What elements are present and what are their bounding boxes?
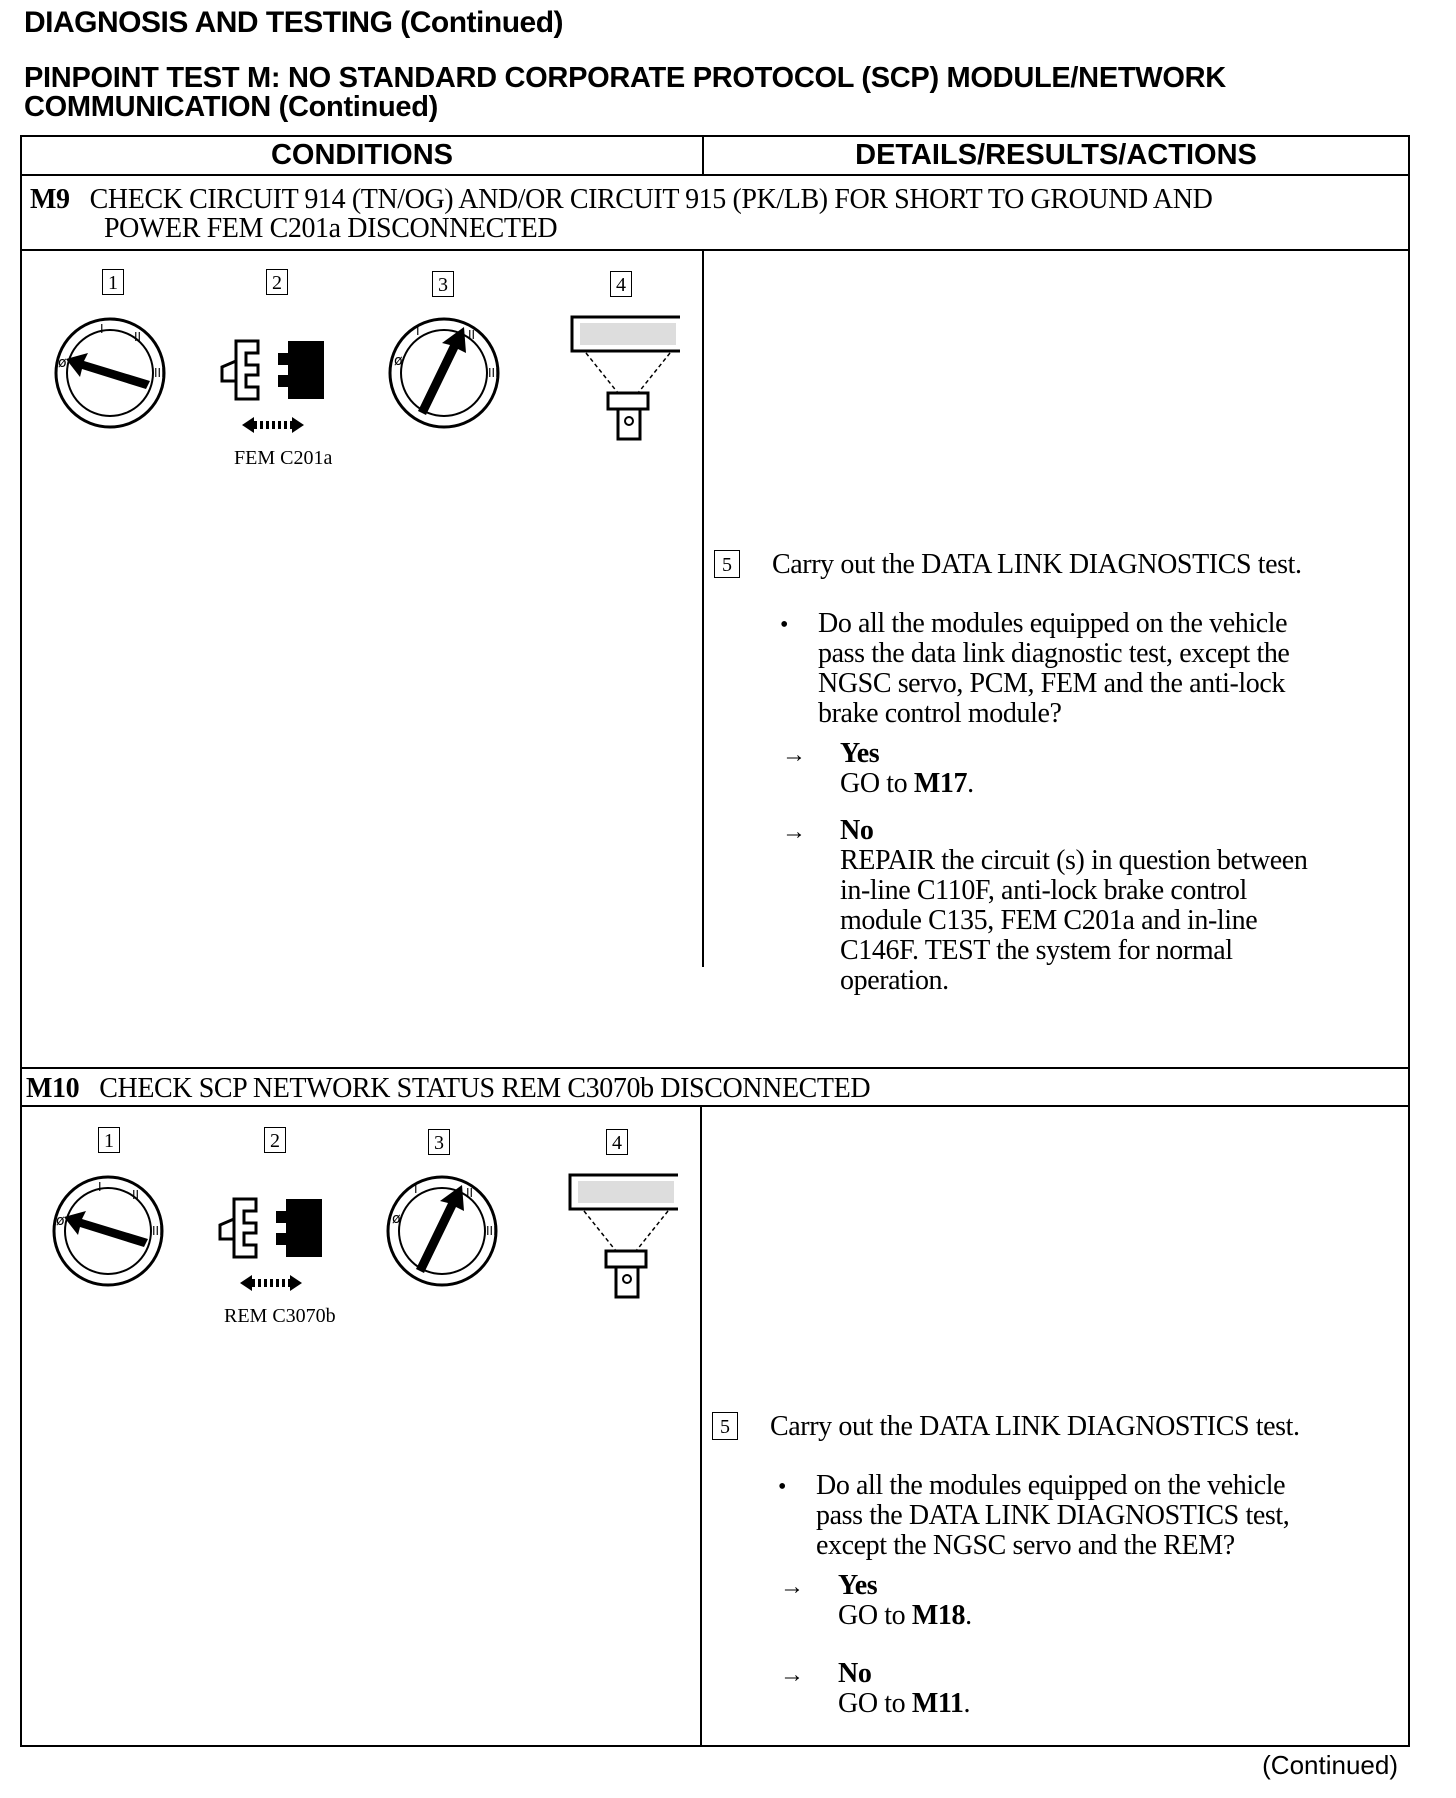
svg-text:II: II — [134, 330, 142, 344]
step-m10-figure — [38, 1127, 678, 1327]
step-m9-action: Carry out the DATA LINK DIAGNOSTICS test. — [772, 549, 1302, 580]
step-m9-figure-num-2: 2 — [266, 269, 288, 295]
step-m9-question-line3: NGSC servo, PCM, FEM and the anti-lock — [818, 668, 1286, 699]
ignition-off-icon — [54, 1177, 163, 1285]
page-title: DIAGNOSIS AND TESTING (Continued) — [24, 6, 564, 39]
step-m10-connector-label: REM C3070b — [224, 1305, 336, 1327]
connector-disconnect-icon — [222, 341, 324, 433]
step-m9-no-line5: operation. — [840, 965, 949, 996]
svg-text:III: III — [154, 366, 165, 380]
step-m10-yes-result: Yes GO to M18. — [838, 1570, 972, 1631]
step-m9-yes-result: Yes GO to M17. — [840, 738, 974, 799]
connector-disconnect-icon — [220, 1199, 322, 1291]
step-m10-question-line1: Do all the modules equipped on the vehicle — [816, 1470, 1286, 1501]
ignition-run-icon — [390, 319, 499, 427]
svg-text:I: I — [414, 1182, 418, 1196]
svg-text:ø: ø — [394, 353, 403, 369]
col-header-details: DETAILS/RESULTS/ACTIONS — [855, 139, 1257, 171]
ignition-run-icon — [388, 1177, 497, 1285]
step-m9-question-line1: Do all the modules equipped on the vehicle — [818, 608, 1288, 639]
step-m10-title — [26, 1074, 870, 1103]
step-m9-yes-prefix: GO to — [840, 768, 908, 799]
step-m10-yes-arrow-icon: → — [780, 1574, 804, 1600]
step-m10-action: Carry out the DATA LINK DIAGNOSTICS test. — [770, 1411, 1300, 1442]
row-divider — [22, 1105, 1408, 1107]
step-m9-no-label: No — [840, 815, 874, 846]
svg-text:I: I — [100, 322, 104, 336]
step-m10-action-number: 5 — [712, 1412, 738, 1440]
step-m9-figure-art — [40, 269, 680, 469]
step-m9-figure — [40, 269, 680, 469]
row-divider — [22, 1067, 1408, 1069]
step-m9-id: M9 — [30, 184, 70, 215]
step-m10-figure-num-3: 3 — [428, 1129, 450, 1155]
row-divider — [22, 249, 1408, 251]
section-title-line2: COMMUNICATION (Continued) — [24, 91, 438, 123]
step-m10-question-line3: except the NGSC servo and the REM? — [816, 1530, 1235, 1561]
step-m9-yes-target: M17 — [913, 768, 968, 799]
step-m10-no-result: No GO to M11. — [838, 1658, 971, 1719]
svg-text:II: II — [468, 328, 476, 342]
ignition-off-icon — [56, 319, 165, 427]
step-m9-question — [818, 609, 1289, 729]
svg-text:II: II — [466, 1186, 474, 1200]
svg-text:III: III — [488, 366, 499, 380]
step-m9-figure-num-3: 3 — [432, 271, 454, 297]
step-m9-no-line2: in-line C110F, anti-lock brake control — [840, 875, 1247, 906]
step-m10-no-target: M11 — [911, 1688, 964, 1719]
step-m9-question-bullet: • — [780, 612, 789, 638]
section-title — [24, 64, 1226, 122]
step-m10-no-prefix: GO to — [838, 1688, 906, 1719]
step-m10-question — [816, 1471, 1289, 1561]
svg-text:ø: ø — [392, 1211, 401, 1227]
svg-text:ø: ø — [56, 1213, 65, 1229]
step-m9-figure-num-4: 4 — [610, 271, 632, 297]
step-m9-no-result — [840, 816, 1307, 996]
step-m9-title-line2: POWER FEM C201a DISCONNECTED — [104, 213, 558, 244]
scan-tool-icon — [570, 1175, 678, 1297]
svg-text:III: III — [486, 1224, 497, 1238]
step-m9-question-line4: brake control module? — [818, 698, 1062, 729]
step-m10-figure-num-4: 4 — [606, 1129, 628, 1155]
pinpoint-table — [20, 135, 1410, 1747]
step-m9-action-number: 5 — [714, 550, 740, 578]
step-m10-question-bullet: • — [778, 1474, 787, 1500]
step-m10-no-label: No — [838, 1658, 872, 1689]
step-m9-title — [30, 185, 1212, 243]
svg-text:ø: ø — [58, 355, 67, 371]
step-m9-no-line1: REPAIR the circuit (s) in question between — [840, 845, 1308, 876]
step-m9-yes-label: Yes — [840, 738, 880, 769]
step-m9-no-arrow-icon: → — [782, 819, 806, 845]
section-title-line1: PINPOINT TEST M: NO STANDARD CORPORATE PROTOCOL (SCP) MODULE/NETWORK — [24, 62, 1226, 94]
col-header-conditions: CONDITIONS — [270, 139, 454, 171]
step-m9-no-line4: C146F. TEST the system for normal — [840, 935, 1233, 966]
step-m9-title-line1: CHECK CIRCUIT 914 (TN/OG) AND/OR CIRCUIT 915 (PK/LB) FOR SHORT TO GROUND AND — [89, 184, 1213, 215]
svg-text:I: I — [416, 324, 420, 338]
step-m9-question-line2: pass the data link diagnostic test, except the — [818, 638, 1290, 669]
step-m10-no-arrow-icon: → — [780, 1662, 804, 1688]
step-m10-figure-art — [38, 1127, 678, 1327]
step-m10-yes-target: M18 — [911, 1600, 966, 1631]
row-divider — [22, 174, 1408, 176]
step-m10-question-line2: pass the DATA LINK DIAGNOSTICS test, — [816, 1500, 1290, 1531]
svg-text:II: II — [132, 1188, 140, 1202]
step-m10-id: M10 — [26, 1073, 80, 1104]
step-m10-figure-num-1: 1 — [98, 1127, 120, 1153]
step-m9-no-line3: module C135, FEM C201a and in-line — [840, 905, 1258, 936]
continued-note: (Continued) — [1262, 1750, 1398, 1780]
step-m10-yes-prefix: GO to — [838, 1600, 906, 1631]
column-divider — [700, 1105, 702, 1745]
step-m9-connector-label: FEM C201a — [234, 447, 333, 469]
svg-text:I: I — [98, 1180, 102, 1194]
step-m10-title-line1: CHECK SCP NETWORK STATUS REM C3070b DISCONNECTED — [99, 1073, 871, 1104]
scan-tool-icon — [572, 317, 680, 439]
step-m9-yes-arrow-icon: → — [782, 742, 806, 768]
step-m10-yes-label: Yes — [838, 1570, 878, 1601]
column-divider — [702, 249, 704, 967]
step-m9-figure-num-1: 1 — [102, 269, 124, 295]
step-m10-figure-num-2: 2 — [264, 1127, 286, 1153]
column-divider — [702, 137, 704, 176]
svg-text:III: III — [152, 1224, 163, 1238]
